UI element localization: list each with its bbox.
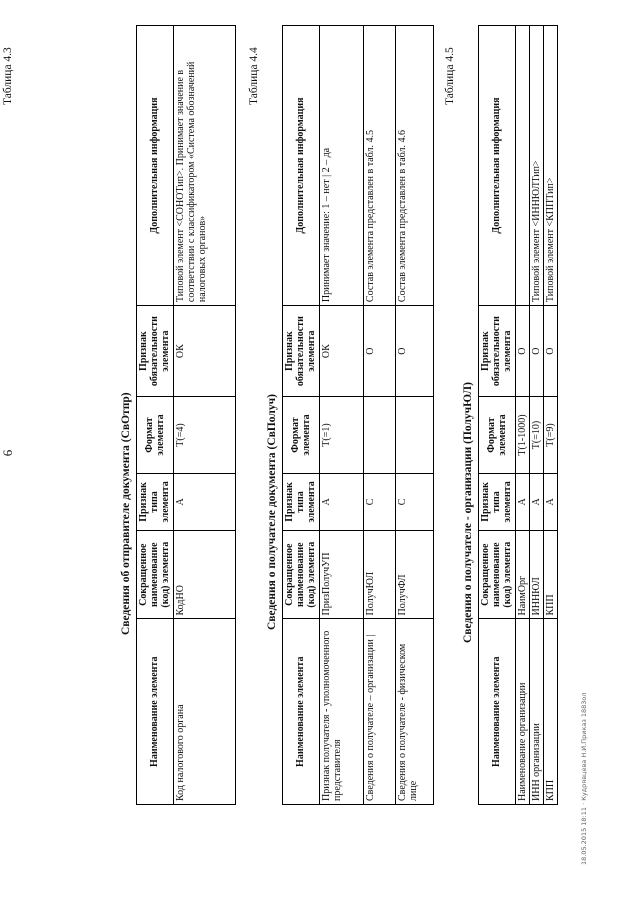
cell-required: О bbox=[529, 306, 543, 397]
table-4-5-label: Таблица 4.5 bbox=[444, 47, 456, 105]
cell-format bbox=[395, 397, 433, 474]
col-format: Формат элемента bbox=[137, 397, 174, 474]
cell-required: О bbox=[543, 306, 557, 397]
cell-name: Код налогового органа bbox=[173, 619, 235, 805]
cell-info bbox=[515, 26, 529, 306]
cell-type: А bbox=[515, 473, 529, 530]
table-4-4 bbox=[282, 25, 434, 805]
table-4-4-label: Таблица 4.4 bbox=[248, 47, 260, 105]
table-4-5-title: Сведения о получателе - организации (ПолучЮЛ) bbox=[462, 382, 474, 643]
col-name: Наименование элемента bbox=[283, 619, 320, 805]
table-row bbox=[515, 26, 529, 805]
cell-code: КПП bbox=[543, 530, 557, 619]
col-format: Формат элемента bbox=[479, 397, 516, 474]
cell-format: T(=4) bbox=[173, 397, 235, 474]
table-4-4-title: Сведения о получателе документа (СвПолуч) bbox=[266, 394, 278, 630]
cell-required: ОК bbox=[319, 306, 363, 397]
col-info: Дополнительная информация bbox=[479, 26, 516, 306]
cell-type: А bbox=[529, 473, 543, 530]
cell-info: Типовой элемент <СОНОТип>. Принимает значение в соответствии с классификатором «Система обозначений налоговых органов» bbox=[173, 26, 235, 306]
cell-type: А bbox=[319, 473, 363, 530]
col-format: Формат элемента bbox=[283, 397, 320, 474]
cell-info: Состав элемента представлен в табл. 4.6 bbox=[395, 26, 433, 306]
col-required: Признак обязательности элемента bbox=[479, 306, 516, 397]
cell-code: КодНО bbox=[173, 530, 235, 619]
table-row bbox=[363, 26, 395, 805]
cell-format bbox=[363, 397, 395, 474]
table-4-5 bbox=[478, 25, 558, 805]
col-required: Признак обязательности элемента bbox=[283, 306, 320, 397]
table-4-3 bbox=[136, 25, 236, 805]
cell-code: ПолучЮЛ bbox=[363, 530, 395, 619]
table-4-3-label: Таблица 4.3 bbox=[2, 47, 14, 105]
col-name: Наименование элемента bbox=[479, 619, 516, 805]
cell-required: О bbox=[515, 306, 529, 397]
cell-type: С bbox=[363, 473, 395, 530]
cell-required: О bbox=[363, 306, 395, 397]
cell-name: Признак получателя - уполномоченного представителя bbox=[319, 619, 363, 805]
cell-type: А bbox=[543, 473, 557, 530]
table-row bbox=[395, 26, 433, 805]
cell-code: ИННЮЛ bbox=[529, 530, 543, 619]
cell-type: А bbox=[173, 473, 235, 530]
cell-format: T(1-1000) bbox=[515, 397, 529, 474]
cell-type: С bbox=[395, 473, 433, 530]
col-type: Признак типа элемента bbox=[137, 473, 174, 530]
cell-format: T(=9) bbox=[543, 397, 557, 474]
col-code: Сокращенное наименование (код) элемента bbox=[137, 530, 174, 619]
col-name: Наименование элемента bbox=[137, 619, 174, 805]
cell-name: ИНН организации bbox=[529, 619, 543, 805]
col-code: Сокращенное наименование (код) элемента bbox=[283, 530, 320, 619]
col-type: Признак типа элемента bbox=[283, 473, 320, 530]
col-info: Дополнительная информация bbox=[137, 26, 174, 306]
cell-format: T(=10) bbox=[529, 397, 543, 474]
cell-name: Сведения о получателе - физическом лице bbox=[395, 619, 433, 805]
col-code: Сокращенное наименование (код) элемента bbox=[479, 530, 516, 619]
cell-info: Состав элемента представлен в табл. 4.5 bbox=[363, 26, 395, 306]
cell-code: ПолучФЛ bbox=[395, 530, 433, 619]
cell-info: Типовой элемент <КППТип> bbox=[543, 26, 557, 306]
table-row bbox=[529, 26, 543, 805]
cell-code: ПризПолучУП bbox=[319, 530, 363, 619]
table-row bbox=[543, 26, 557, 805]
table-4-3-title: Сведения об отправителе документа (СвОтпр) bbox=[120, 392, 132, 635]
cell-info: Принимает значение: 1 – нет | 2 – да bbox=[319, 26, 363, 306]
cell-format: T(=1) bbox=[319, 397, 363, 474]
table-row bbox=[319, 26, 363, 805]
cell-name: Сведения о получателе – организации | bbox=[363, 619, 395, 805]
table-row bbox=[173, 26, 235, 805]
col-required: Признак обязательности элемента bbox=[137, 306, 174, 397]
cell-name: Наименование организации bbox=[515, 619, 529, 805]
cell-required: О bbox=[395, 306, 433, 397]
cell-required: ОК bbox=[173, 306, 235, 397]
margin-note: 18.05.2015 18:11 · Кудрявцева Н.И.Приказ 1883ол bbox=[580, 692, 588, 865]
page-number: 6 bbox=[0, 449, 15, 457]
cell-code: НаимОрг bbox=[515, 530, 529, 619]
cell-info: Типовой элемент <ИННЮЛТип> bbox=[529, 26, 543, 306]
col-info: Дополнительная информация bbox=[283, 26, 320, 306]
col-type: Признак типа элемента bbox=[479, 473, 516, 530]
cell-name: КПП bbox=[543, 619, 557, 805]
